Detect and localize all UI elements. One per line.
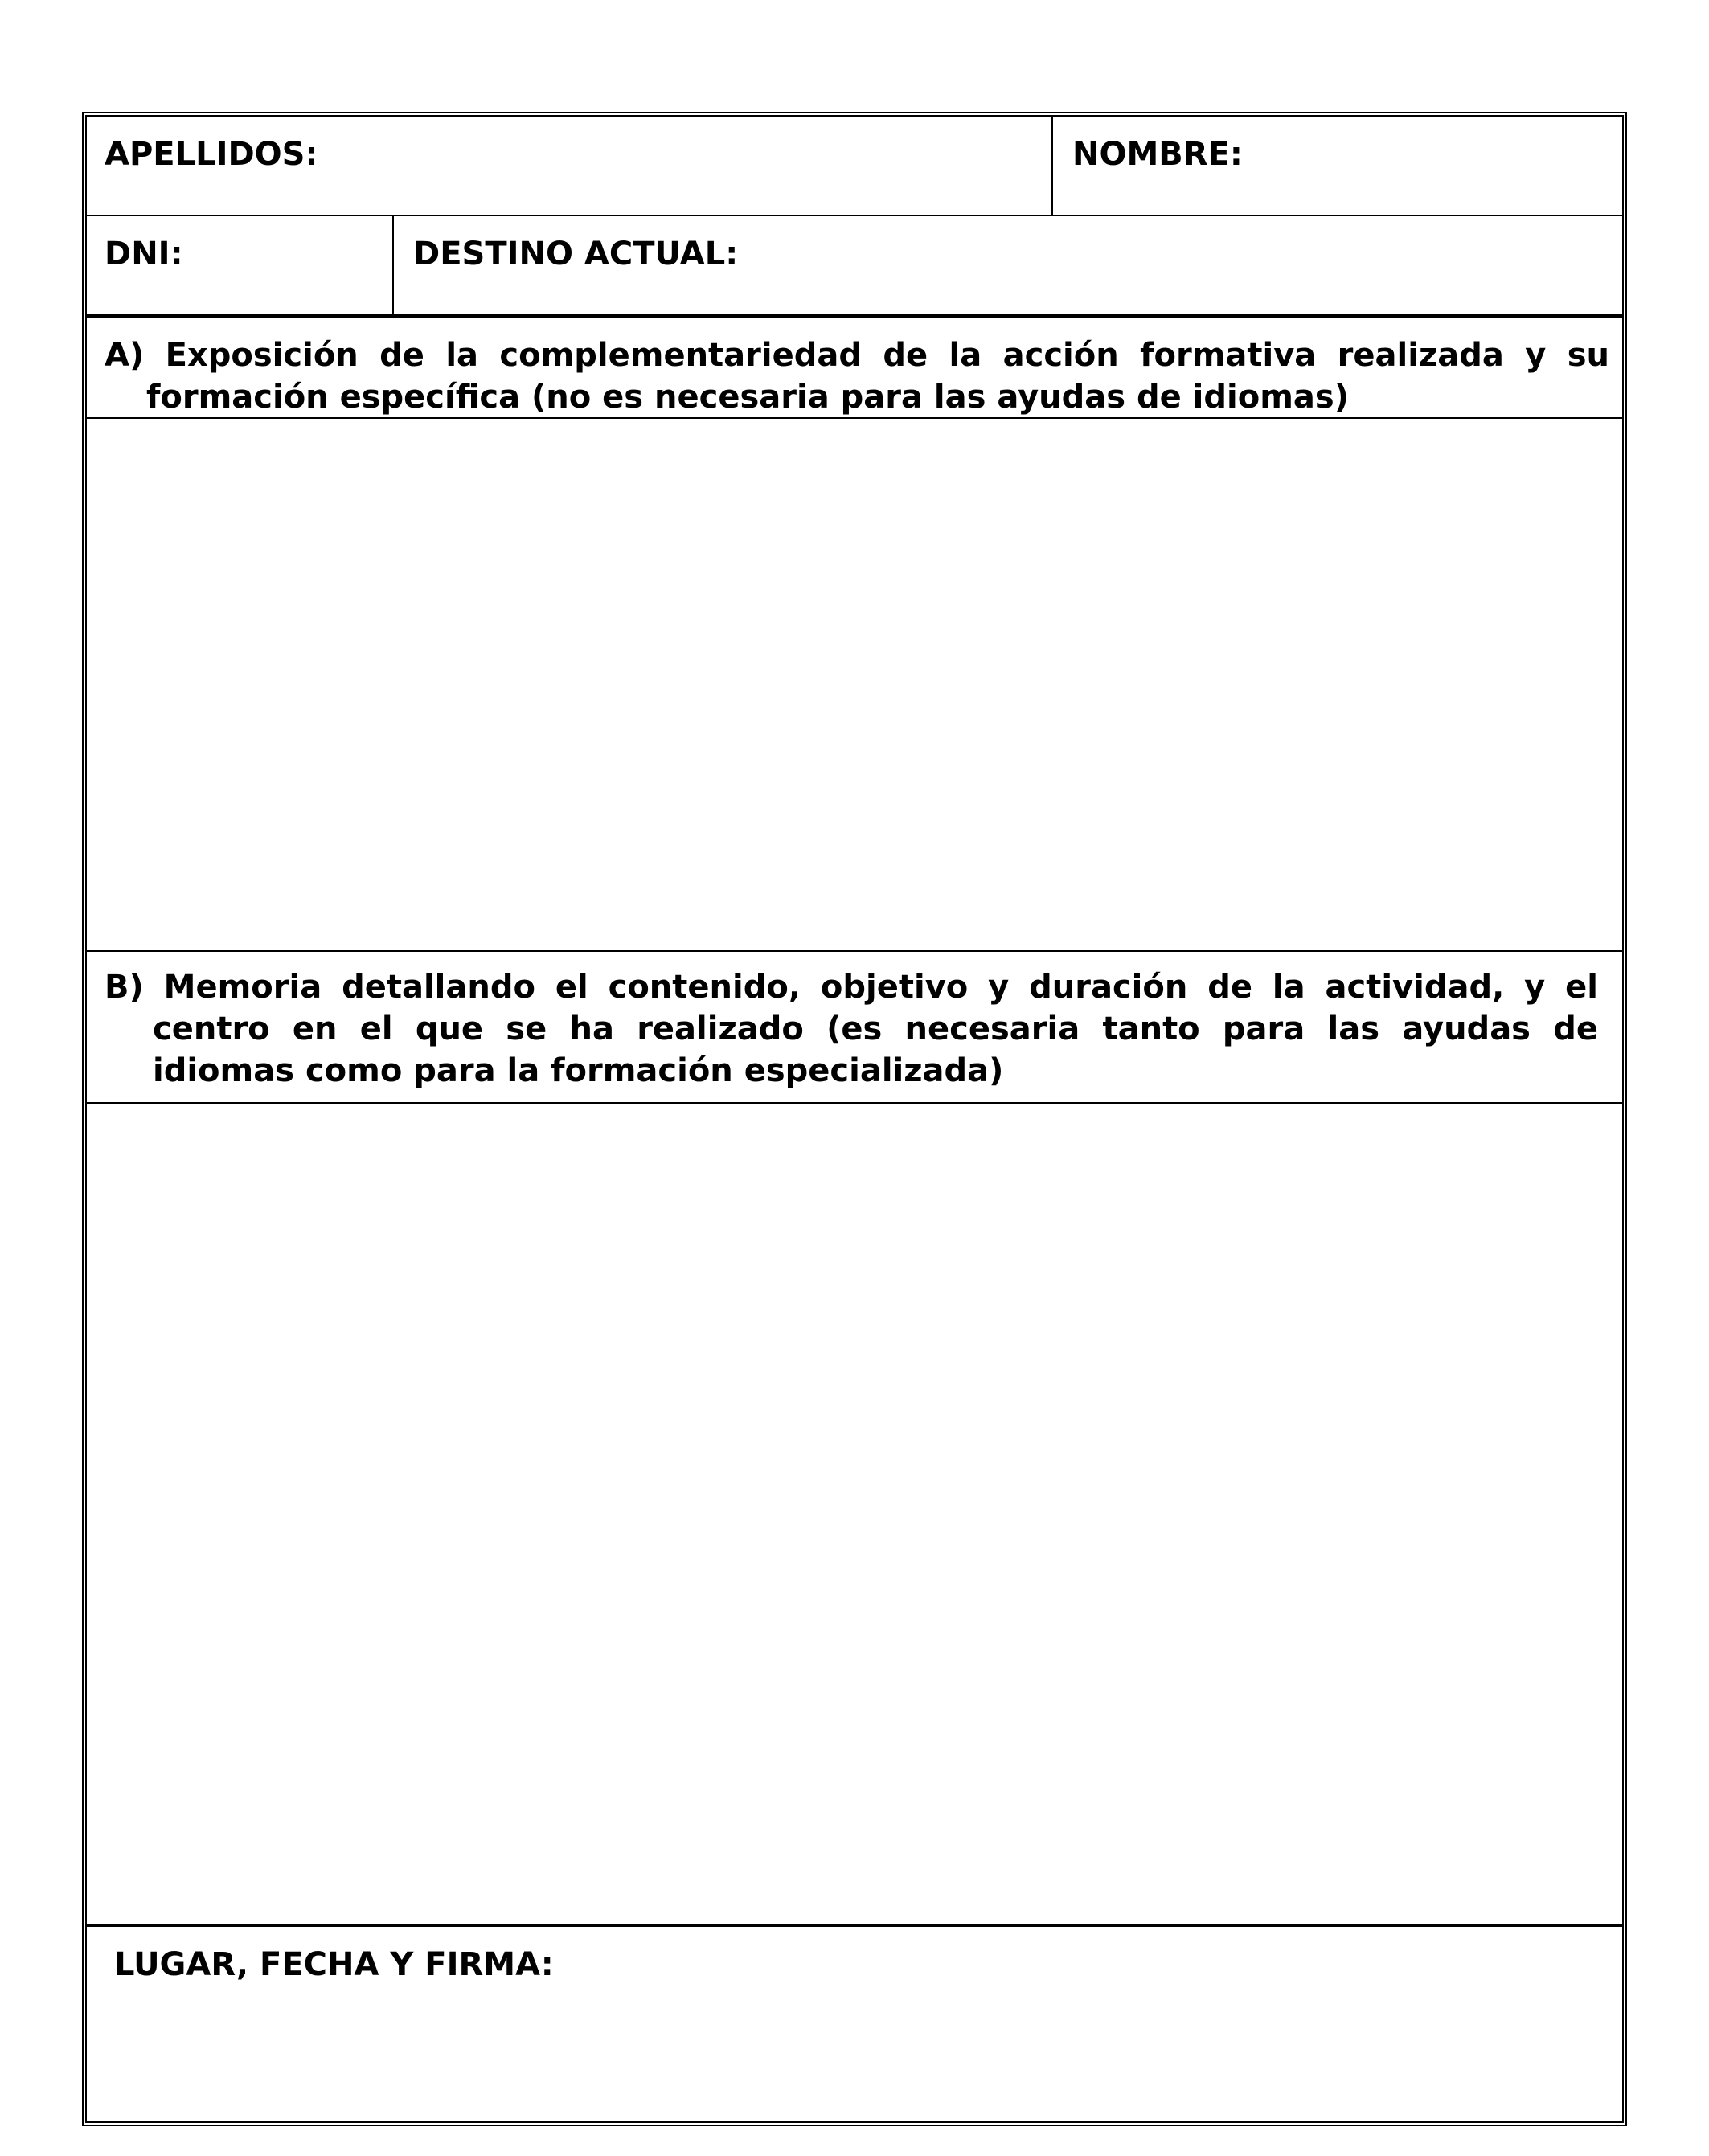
- dni-label: DNI:: [105, 236, 183, 273]
- destino-label: DESTINO ACTUAL:: [413, 236, 739, 273]
- row-divider-4: [85, 950, 1624, 952]
- apellidos-field[interactable]: [338, 117, 1301, 213]
- section-b-heading: [105, 966, 1598, 1092]
- lugar-fecha-firma-label: LUGAR, FECHA Y FIRMA:: [114, 1946, 554, 1983]
- section-a-answer-area[interactable]: [87, 419, 1622, 949]
- divider-dni-destino: [392, 215, 394, 314]
- section-a-heading: [105, 334, 1609, 418]
- nombre-label: NOMBRE:: [1072, 136, 1243, 173]
- destino-field[interactable]: [772, 216, 1616, 313]
- section-a-line-1: A) Exposición de la complementariedad de la acción formativa realizada y su: [105, 337, 1609, 374]
- section-a-line-2: formación específica (no es necesaria para las ayudas de idiomas): [146, 379, 1349, 416]
- section-b-answer-area[interactable]: [87, 1104, 1622, 1922]
- section-b-line-2: centro en el que se ha realizado (es necesaria tanto para las ayudas de: [153, 1010, 1598, 1047]
- section-b-line-3: idiomas como para la formación especializada): [153, 1052, 1004, 1089]
- row-divider-6: [85, 1924, 1624, 1927]
- apellidos-label: APELLIDOS:: [105, 136, 318, 173]
- nombre-field[interactable]: [1254, 117, 1543, 213]
- section-b-line-1: B) Memoria detallando el contenido, objetivo y duración de la actividad, y el: [105, 969, 1598, 1006]
- signature-area[interactable]: [87, 1994, 1622, 2118]
- row-divider-2: [85, 314, 1624, 318]
- dni-field[interactable]: [265, 216, 386, 313]
